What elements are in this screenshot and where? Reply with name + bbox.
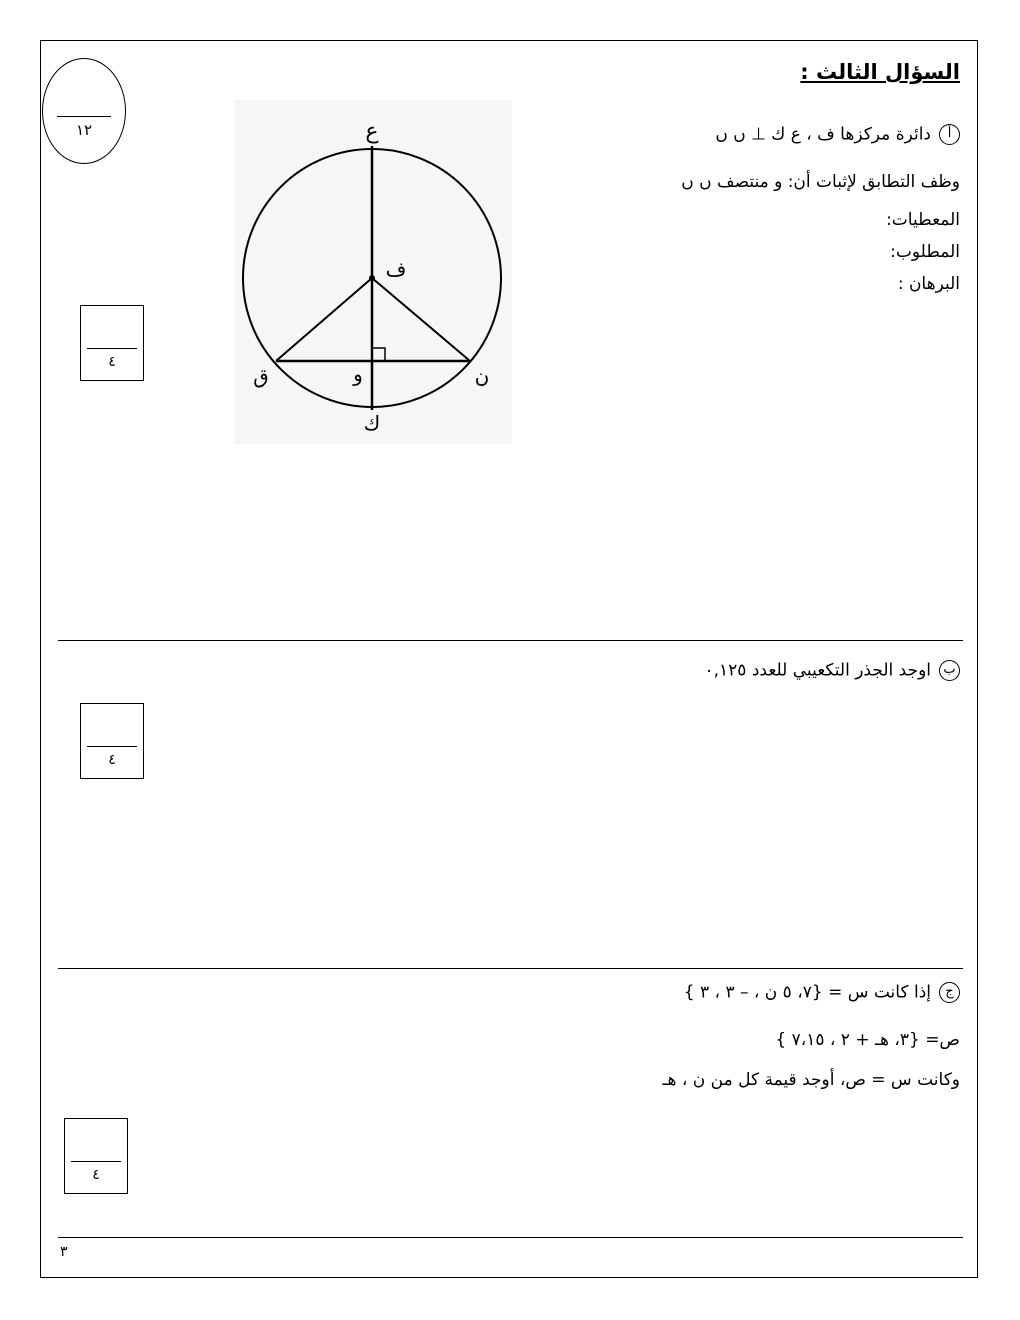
radius-right [372,278,470,361]
part-a-score-box [80,305,144,381]
circle-diagram [234,100,512,444]
part-b-statement [705,660,960,681]
label-foot: و [353,362,363,386]
label-left: ق [253,364,269,388]
part-a-label: أ [939,124,960,145]
radius-left [276,278,372,361]
part-b-score-box [80,703,144,779]
part-a-line1: دائرة مركزها ف ، ع ك ⊥ ں ں [715,124,931,145]
question-title: السؤال الثالث : [800,60,960,84]
part-b-text: اوجد الجذر التكعيبي للعدد ٠,١٢٥ [704,660,931,681]
part-c-statement [684,982,960,1003]
part-a-line2: وظف التطابق لإثبات أن: و منتصف ں ں [681,172,960,192]
label-right: ن [474,364,490,388]
part-c-score-box [64,1118,128,1194]
circle-figure [234,100,512,444]
divider-1 [58,640,963,641]
part-c-line3: وكانت س = ص، أوجد قيمة كل من ن ، هـ [662,1070,960,1090]
page-number: ٣ [60,1244,68,1260]
part-a-required: المطلوب: [890,242,960,262]
part-a-statement [715,124,960,145]
part-b-label: ب [939,660,960,681]
part-a-given: المعطيات: [886,210,960,230]
label-top: ع [365,119,379,144]
part-b-mark: ٤ [108,752,116,768]
divider-3 [58,1237,963,1238]
label-center: ف [385,257,407,281]
part-c-line2: ص= {٣، هـ + ٢ ، ٧،١٥ } [775,1030,960,1050]
divider-2 [58,968,963,969]
part-a-proof: البرهان : [897,274,960,294]
total-mark-ellipse [42,58,126,164]
total-mark-value: ١٢ [75,121,93,139]
right-angle-mark [372,348,385,361]
part-a-mark: ٤ [108,354,116,370]
part-c-mark: ٤ [92,1167,100,1183]
part-c-line1: إذا كانت س = {٧، ٥ ن ، – ٣ ، ٣ } [683,982,931,1003]
center-dot [369,275,375,281]
part-c-label: ج [939,982,960,1003]
label-bottom: ك [363,411,381,435]
